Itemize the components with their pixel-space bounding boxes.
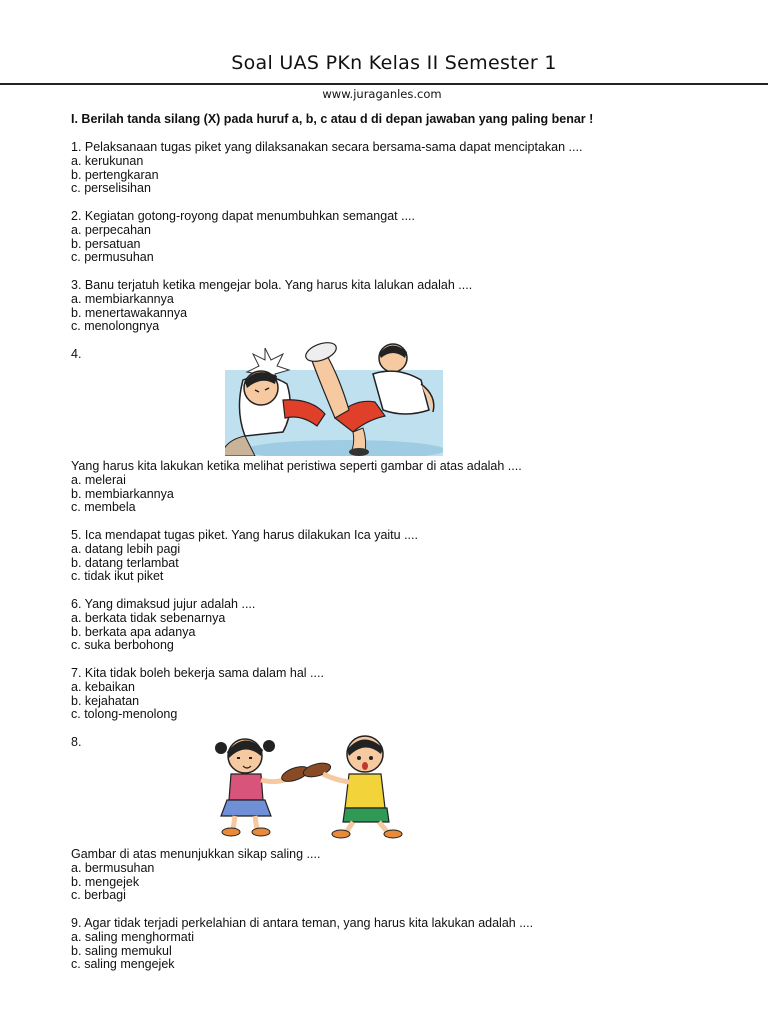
- question-1: [71, 141, 582, 196]
- option-b: b. menertawakannya: [71, 305, 188, 320]
- option-a: a. membiarkannya: [71, 291, 174, 306]
- question-2: [71, 210, 415, 265]
- question-text: 5. Ica mendapat tugas piket. Yang harus dilakukan Ica yaitu ....: [71, 528, 418, 542]
- question-7: [71, 667, 324, 722]
- option-a: a. berkata tidak sebenarnya: [71, 610, 226, 625]
- question-text: 6. Yang dimaksud jujur adalah ....: [71, 597, 256, 611]
- option-b: b. berkata apa adanya: [71, 624, 196, 639]
- option-b: b. pertengkaran: [71, 167, 159, 182]
- option-a: a. saling menghormati: [71, 929, 194, 944]
- question-text: 3. Banu terjatuh ketika mengejar bola. Yang harus kita lalukan adalah ....: [71, 278, 473, 292]
- source-url: www.juraganles.com: [322, 87, 442, 101]
- option-c: c. suka berbohong: [71, 638, 174, 653]
- question-4-number: 4.: [71, 347, 82, 361]
- sharing-children-illustration: [205, 730, 410, 842]
- option-b: b. persatuan: [71, 236, 141, 251]
- question-8-number: 8.: [71, 735, 82, 749]
- question-6: [71, 598, 255, 653]
- fighting-children-illustration: [225, 340, 443, 456]
- option-c: c. perselisihan: [71, 181, 151, 196]
- question-4: [71, 460, 522, 515]
- question-text: 9. Agar tidak terjadi perkelahian di antara teman, yang harus kita lakukan adalah ....: [71, 916, 534, 930]
- option-b: b. membiarkannya: [71, 486, 174, 501]
- option-c: c. menolongnya: [71, 319, 160, 334]
- header-divider: [0, 83, 768, 85]
- question-text: 2. Kegiatan gotong-royong dapat menumbuhkan semangat ....: [71, 209, 415, 223]
- option-a: a. kebaikan: [71, 679, 135, 694]
- question-text: Gambar di atas menunjukkan sikap saling ....: [71, 847, 321, 861]
- option-b: b. datang terlambat: [71, 555, 179, 570]
- option-a: a. kerukunan: [71, 153, 144, 168]
- option-b: b. saling memukul: [71, 943, 172, 958]
- page-title: Soal UAS PKn Kelas II Semester 1: [231, 52, 557, 74]
- question-text: 7. Kita tidak boleh bekerja sama dalam hal ....: [71, 666, 324, 680]
- option-a: a. bermusuhan: [71, 860, 155, 875]
- question-text: 1. Pelaksanaan tugas piket yang dilaksanakan secara bersama-sama dapat menciptakan ....: [71, 140, 583, 154]
- section-instruction: I. Berilah tanda silang (X) pada huruf a, b, c atau d di depan jawaban yang paling benar !: [71, 112, 594, 126]
- option-c: c. tolong-menolong: [71, 707, 178, 722]
- question-9: [71, 917, 533, 972]
- option-b: b. mengejek: [71, 874, 140, 889]
- question-text: Yang harus kita lakukan ketika melihat peristiwa seperti gambar di atas adalah ....: [71, 459, 522, 473]
- option-c: c. berbagi: [71, 888, 126, 903]
- option-a: a. datang lebih pagi: [71, 541, 181, 556]
- option-c: c. saling mengejek: [71, 957, 175, 972]
- question-3: [71, 279, 472, 334]
- question-8: [71, 848, 320, 903]
- option-b: b. kejahatan: [71, 693, 140, 708]
- option-a: a. melerai: [71, 472, 126, 487]
- option-c: c. permusuhan: [71, 250, 154, 265]
- option-a: a. perpecahan: [71, 222, 151, 237]
- option-c: c. membela: [71, 500, 136, 515]
- option-c: c. tidak ikut piket: [71, 569, 164, 584]
- question-5: [71, 529, 418, 584]
